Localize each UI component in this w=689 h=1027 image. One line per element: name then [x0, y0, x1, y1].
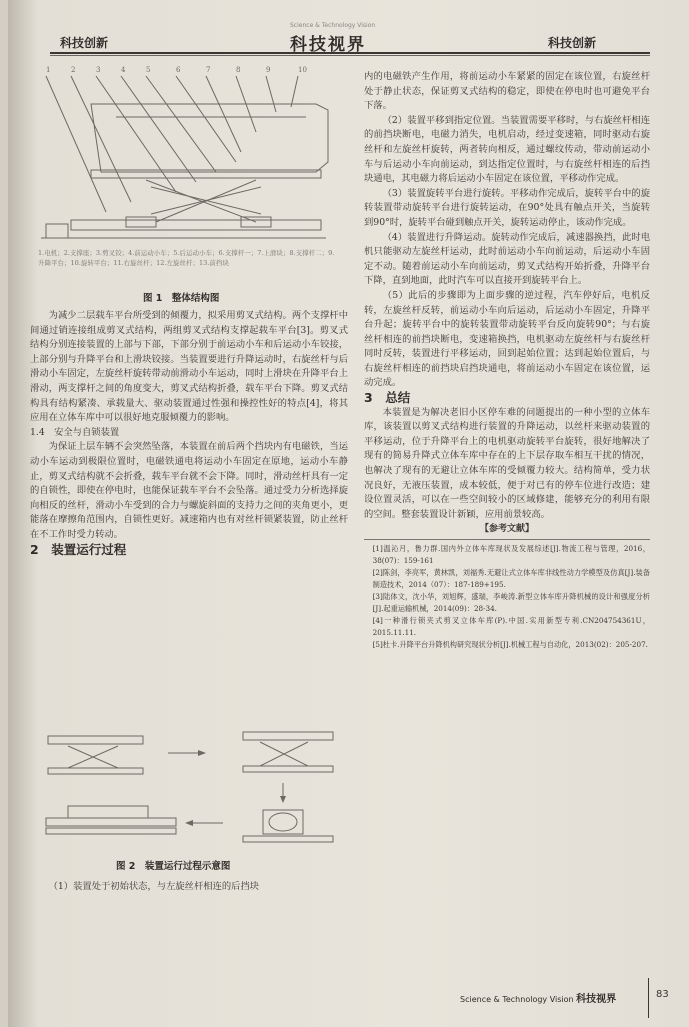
figure1-callout-label: 5 — [146, 66, 151, 74]
right-column — [364, 70, 650, 651]
footer-journal — [460, 990, 616, 1005]
reference-item: [1]温沁月，鲁力群.国内外立体车库现状及发展综述[J].物流工程与管理，2016，38(07)：159-161 — [372, 544, 650, 565]
footer-rule — [648, 978, 649, 1018]
footer-journal-cn: 科技视界 — [576, 994, 617, 1005]
figure1-drawing — [36, 62, 336, 247]
figure1-callout-label: 1 — [46, 66, 51, 74]
section-3-title: 3 总结 — [364, 390, 411, 406]
figure2-drawing — [38, 728, 338, 853]
left-column — [30, 309, 348, 557]
paragraph-summary: 本装置是为解决老旧小区停车难的问题提出的一种小型的立体车库，该装置以剪叉式结构进行装置的升降运动，以丝杆来驱动装置的平移运动，位于升降平台上的电机驱动旋转平台旋转，很好地解决了现有的简易升降式立体车库中存在的上下层存取车相互干扰的情况，也解决了现有的无避让立体车库的受倾覆力较大。结构简单，受力状况良好，无液压装置，成本较低，便于对已有的停车位进行改造；建设位置灵活，可以在一些空间较小的区域修建，能够充分的利用有限的空间。整套装置设计新颖，应用前景较高。 — [364, 406, 650, 520]
figure1-callout-label: 2 — [71, 66, 76, 74]
left-column-tail — [30, 880, 348, 895]
journal-page — [8, 0, 689, 1027]
figure1-callout-label: 3 — [96, 66, 101, 74]
figure2-caption: 图 2 装置运行过程示意图 — [116, 861, 231, 872]
paragraph-step3: （3）装置旋转平台进行旋转。平移动作完成后，旋转平台中的旋转装置带动旋转平台进行旋转运动，在90°处具有触点开关，当旋转到90°时，旋转平台碰到触点开关，旋转运动停止，该动作完成。 — [364, 187, 650, 228]
figure1-callout-label: 9 — [266, 66, 271, 74]
figure1-legend: 1.电机；2.支撑座；3.剪叉铰；4.前运动小车；5.后运动小车；6.支撑杆一；7.上滑块；8.支撑杆二；9.升降平台；10.旋转平台；11.右旋丝杆；12.左旋丝杆；13.前挡块 — [38, 249, 335, 267]
header-right-label: 科技创新 — [548, 36, 597, 50]
paragraph-step4: （4）装置进行升降运动。旋转动作完成后，减速器换挡，此时电机只能驱动左旋丝杆运动，此时前运动小车向前运动，后运动小车固定不动。随着前运动小车向前运动，剪叉式结构开始折叠，升降平台下降，直到地面，此时汽车可以直接开到旋转平台上。 — [364, 231, 650, 287]
figure1-callout-label: 4 — [121, 66, 126, 74]
header-rule-thin — [50, 55, 650, 56]
figure1-callout-label: 7 — [206, 66, 211, 74]
paragraph-safety-lock: 为保证上层车辆不会突然坠落，本装置在前后两个挡块内有电磁铁，当运动小车运动到极限位置时，电磁铁通电将运动小车固定在原地，运动小车静止，剪叉式结构就不会折叠，载车平台就不会下降。同时，滑动丝杆具有一定的自锁性，即使在停电时，也能保证载车平台不会坠落。通过受力分析选择旋向相反的丝杆，滑动小车受到的合力与螺旋斜面的支持力之间的夹角更小，更能落在摩擦角范围内，自锁性更好。减速箱内也有对丝杆锁紧装置，防止丝杆在不工作时受力转动。 — [30, 441, 348, 540]
paragraph-step5: （5）此后的步骤即为上面步骤的逆过程，汽车停好后，电机反转，左旋丝杆反转，前运动小车向后运动，后运动小车固定，升降平台升起；旋转平台中的旋转装置带动旋转平台反向旋转90°；与右旋丝杆相连的前挡块断电，变速箱换挡，电机驱动左旋丝杆与右旋丝杆同时反转，装置进行平移运动，回到起始位置；达到起始位置后，与右旋丝杆相连的前挡块启挡块通电，将前运动小车固定在该位置，运动完成。 — [364, 289, 650, 389]
paragraph-continued: 内的电磁铁产生作用，将前运动小车紧紧的固定在该位置，右旋丝杆处于静止状态，保证剪叉式结构的稳定，即使在停电时也可避免平台下落。 — [364, 71, 650, 112]
paragraph-step2: （2）装置平移到指定位置。当装置需要平移时，与右旋丝杆相连的前挡块断电，电磁力消失，电机启动，经过变速箱，同时驱动右旋丝杆和左旋丝杆旋转，两者转向相反，通过螺纹传动，带动前运动小车与后运动小车向前运动，到达指定位置时，与右旋丝杆相连的后挡块通电，其电磁力将后运动小车固定在该位置，平移动作完成。 — [364, 114, 650, 185]
references-title: 【参考文献】 — [479, 524, 534, 535]
figure1-labels — [46, 66, 307, 74]
header-rule — [50, 52, 650, 54]
figure1-callout-label: 6 — [176, 66, 181, 74]
reference-item: [3]陆体文，沈小华，刘旭辉，盛瑞，李峻涛.新型立体车库升降机械的设计和强度分析[J].起重运输机械，2014(09)：28-34. — [372, 592, 650, 613]
figure1-callout-label: 8 — [236, 66, 241, 74]
header-subtitle: Science & Technology Vision — [290, 22, 376, 29]
figure1-caption: 图 1 整体结构图 — [143, 293, 220, 304]
references-list — [364, 539, 650, 651]
page-number: 83 — [656, 989, 669, 1000]
reference-item: [2]陈剑，李亮军，黄林凯，刘福秀.无避让式立体车库非线性动力学模型及仿真[J].装备制造技术，2014（07）：187-189+195. — [372, 568, 650, 589]
section-2-title: 2 装置运行过程 — [30, 541, 127, 557]
header-journal-title: 科技视界 — [290, 35, 366, 55]
figure1-callout-label: 10 — [298, 66, 307, 74]
reference-item: [4]一种滑行锁夹式剪叉立体车库(P).中国.实用新型专利.CN204754361U，2015.11.11. — [372, 616, 650, 637]
reference-item: [5]杜卡.升降平台升降机构研究现状分析[J].机械工程与自动化，2013(02)：205-207. — [372, 640, 648, 649]
footer-journal-en: Science & Technology Vision — [460, 995, 574, 1004]
paragraph-scissor-structure: 为减少二层载车平台所受到的倾覆力，拟采用剪叉式结构。两个支撑杆中间通过销连接组成剪叉式结构，两组剪叉式结构支撑起载车平台[3]。剪叉式结构分别连接装置的上部与下部，下部分别于前运动小车和后运动小车铰接，上部分别与升降平台和上滑块铰接。当装置要进行升降运动时，右旋丝杆与后滑动小车固定，左旋丝杆旋转带动前滑动小车运动，同时上滑块在升降平台上滑动，两支撑杆之间的角度变大，剪叉式结构折叠，载车平台下降。剪叉式结构具有结构紧凑、承载量大、驱动装置通过性强和操控性好的特点[4]，将其应用在立体车库中可以很好地克服倾覆力的影响。 — [30, 310, 348, 424]
header-left-label: 科技创新 — [60, 36, 109, 50]
subsection-title: 1.4 安全与自锁装置 — [30, 426, 120, 438]
paragraph-step1-start: （1）装置处于初始状态，与左旋丝杆相连的后挡块 — [48, 881, 260, 892]
